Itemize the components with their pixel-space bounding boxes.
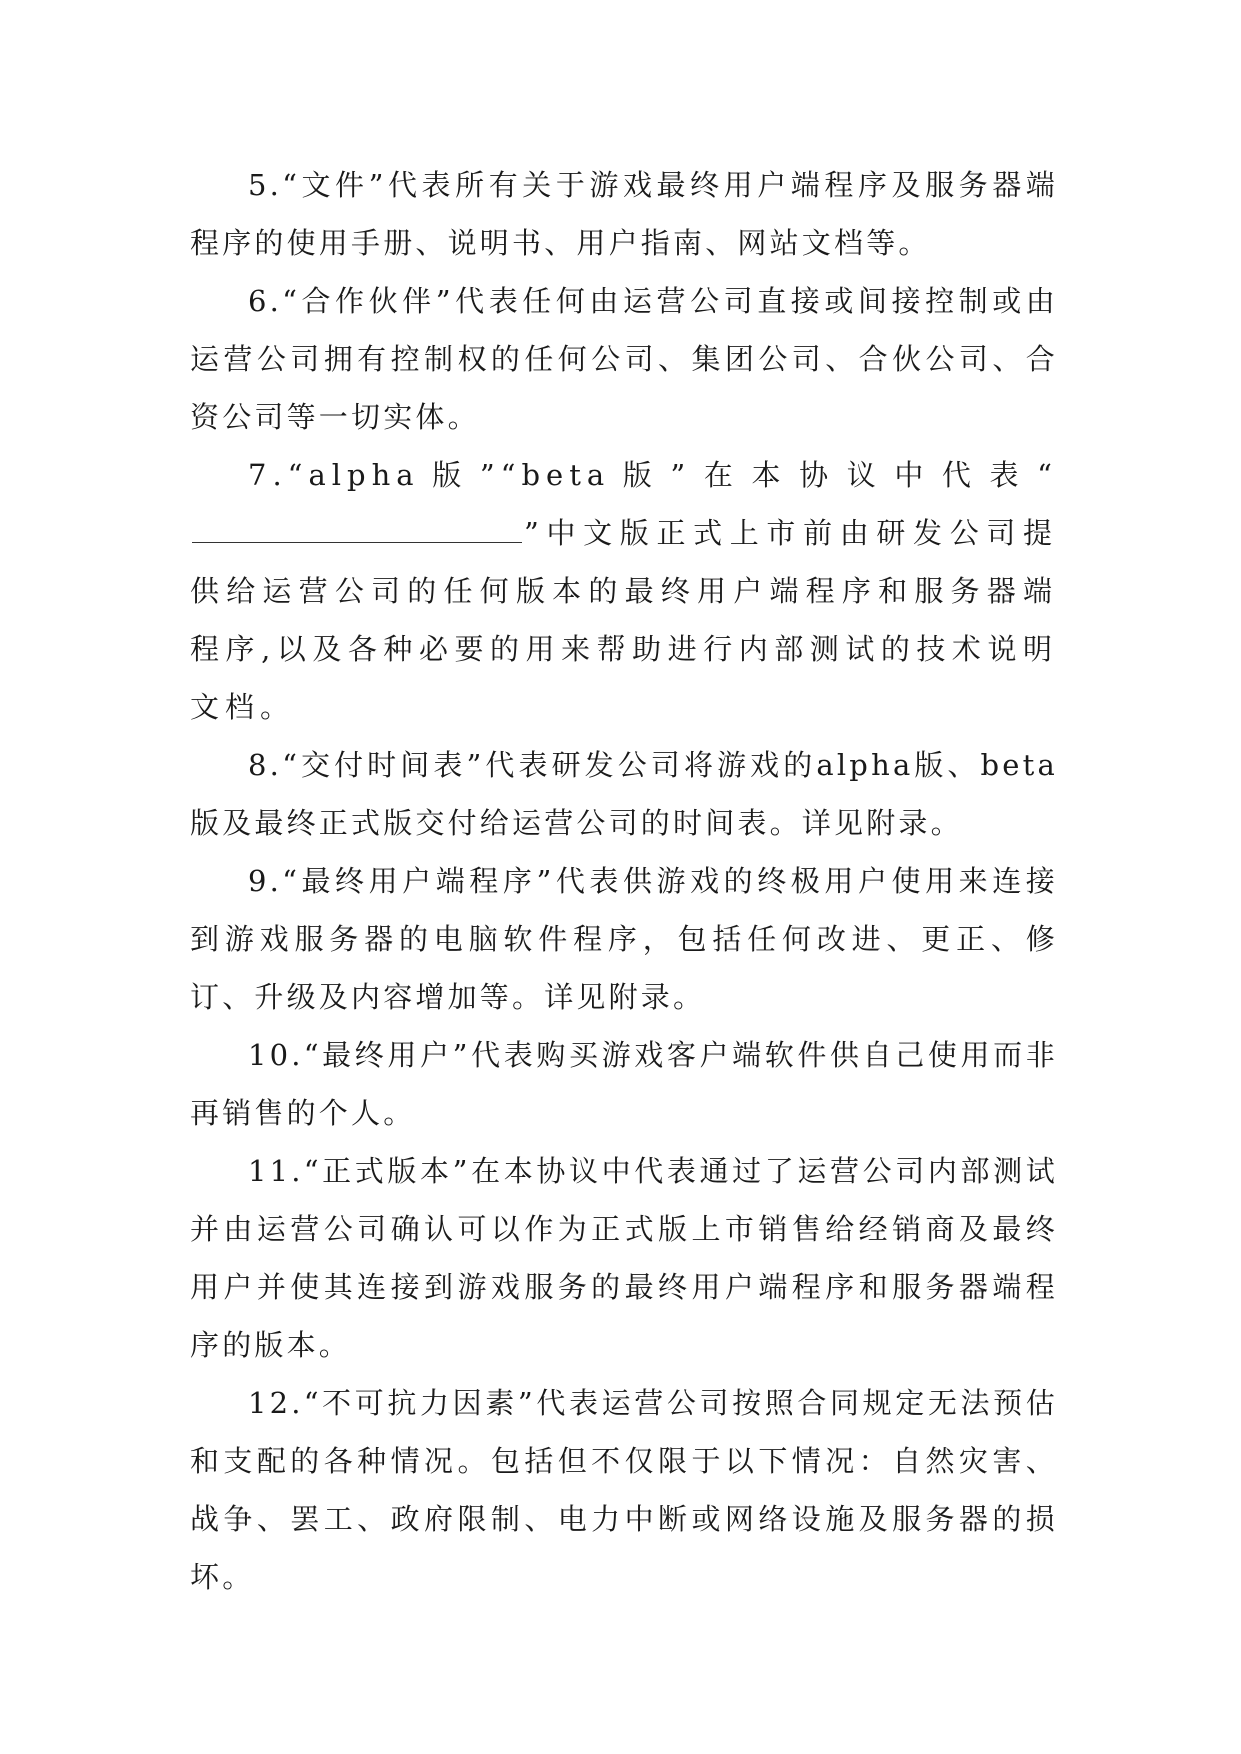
definition-paragraph-10: 10.“最终用户”代表购买游戏客户端软件供自己使用而非再销售的个人。 bbox=[190, 1038, 1058, 1130]
definition-7-end: ”中文版正式上市前由研发公司提供给运营公司的任何版本的最终用户端程序和服务器端程序,以及各种必要的用来帮助进行内部测试的技术说明文档。 bbox=[190, 516, 1058, 724]
document-body bbox=[190, 156, 1058, 1606]
definition-paragraph-11: 11.“正式版本”在本协议中代表通过了运营公司内部测试并由运营公司确认可以作为正式版上市销售给经销商及最终用户并使其连接到游戏服务的最终用户端程序和服务器端程序的版本。 bbox=[190, 1154, 1058, 1362]
fill-in-blank-line bbox=[192, 512, 522, 543]
definition-paragraph-12: 12.“不可抗力因素”代表运营公司按照合同规定无法预估和支配的各种情况。包括但不仅限于以下情况：自然灾害、战争、罢工、政府限制、电力中断或网络设施及服务器的损坏。 bbox=[190, 1386, 1058, 1594]
definition-paragraph-5: 5.“文件”代表所有关于游戏最终用户端程序及服务器端程序的使用手册、说明书、用户指南、网站文档等。 bbox=[190, 168, 1058, 260]
definition-paragraph-9: 9.“最终用户端程序”代表供游戏的终极用户使用来连接到游戏服务器的电脑软件程序，包括任何改进、更正、修订、升级及内容增加等。详见附录。 bbox=[190, 864, 1058, 1014]
definition-paragraph-7 bbox=[190, 446, 1058, 736]
definition-paragraph-6: 6.“合作伙伴”代表任何由运营公司直接或间接控制或由运营公司拥有控制权的任何公司、集团公司、合伙公司、合资公司等一切实体。 bbox=[190, 284, 1058, 434]
definition-paragraph-8: 8.“交付时间表”代表研发公司将游戏的alpha版、beta版及最终正式版交付给运营公司的时间表。详见附录。 bbox=[190, 748, 1058, 840]
definition-7-start: 7.“alpha版”“beta版”在本协议中代表“ bbox=[248, 458, 1058, 492]
